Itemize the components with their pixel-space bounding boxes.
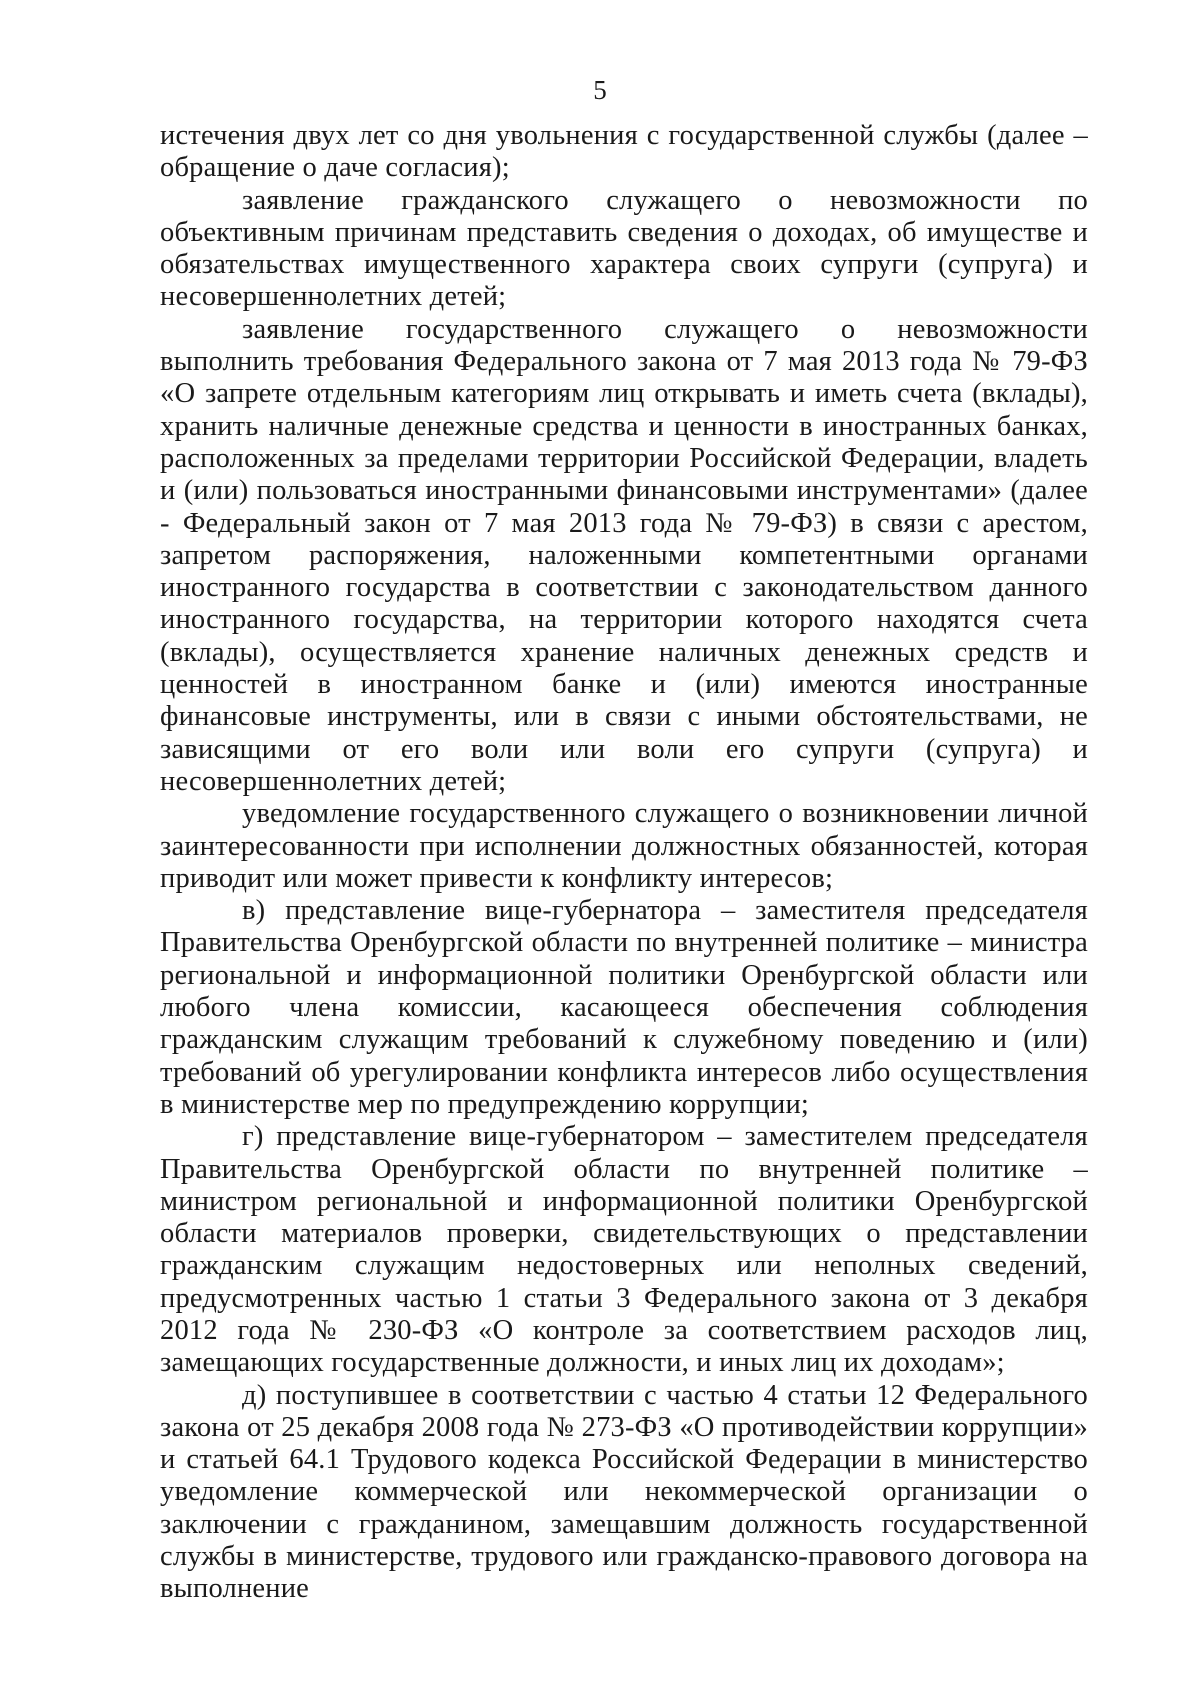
paragraph-notification-conflict: уведомление государственного служащего о возникновении личной заинтересованности при исполнении должностных обязанностей, которая приводит или может привести к конфликту интересов;	[160, 798, 1088, 894]
paragraph-item-v: в) представление вице-губернатора – заместителя председателя Правительства Оренбургской области по внутренней политике – министра региональной и информационной политики Оренбургской области или любого члена комиссии, касающееся обеспечения соблюдения гражданским служащим требований к служебному поведению и (или) требований об урегулировании конфликта интересов либо осуществления в министерстве мер по предупреждению коррупции;	[160, 895, 1088, 1120]
paragraph-continuation: истечения двух лет со дня увольнения с государственной службы (далее – обращение о даче согласия);	[160, 120, 1088, 184]
paragraph-statement-income: заявление гражданского служащего о невозможности по объективным причинам представить сведения о доходах, об имуществе и обязательствах имущественного характера своих супруги (супруга) и несовершеннолетних детей;	[160, 184, 1088, 313]
paragraph-statement-foreign-accounts: заявление государственного служащего о невозможности выполнить требования Федерального закона от 7 мая 2013 года № 79-ФЗ «О запрете отдельным категориям лиц открывать и иметь счета (вклады), хранить наличные денежные средства и ценности в иностранных банках, расположенных за пределами территории Российской Федерации, владеть и (или) пользоваться иностранными финансовыми инструментами» (далее - Федеральный закон от 7 мая 2013 года № 79-ФЗ) в связи с арестом, запретом распоряжения, наложенными компетентными органами иностранного государства в соответствии с законодательством данного иностранного государства, на территории которого находятся счета (вклады), осуществляется хранение наличных денежных средств и ценностей в иностранном банке и (или) имеются иностранные финансовые инструменты, или в связи с иными обстоятельствами, не зависящими от его воли или воли его супруги (супруга) и несовершеннолетних детей;	[160, 313, 1088, 797]
page-number: 5	[593, 75, 607, 105]
document-body	[160, 120, 1088, 1606]
paragraph-item-d: д) поступившее в соответствии с частью 4 статьи 12 Федерального закона от 25 декабря 2008 года № 273-ФЗ «О противодействии коррупции» и статьей 64.1 Трудового кодекса Российской Федерации в министерство уведомление коммерческой или некоммерческой организации о заключении с гражданином, замещавшим должность государственной службы в министерстве, трудового или гражданско-правового договора на выполнение	[160, 1379, 1088, 1605]
paragraph-item-g: г) представление вице-губернатором – заместителем председателя Правительства Оренбургской области по внутренней политике – министром региональной и информационной политики Оренбургской области материалов проверки, свидетельствующих о представлении гражданским служащим недостоверных или неполных сведений, предусмотренных частью 1 статьи 3 Федерального закона от 3 декабря 2012 года № 230-ФЗ «О контроле за соответствием расходов лиц, замещающих государственные должности, и иных лиц их доходам»;	[160, 1121, 1088, 1379]
